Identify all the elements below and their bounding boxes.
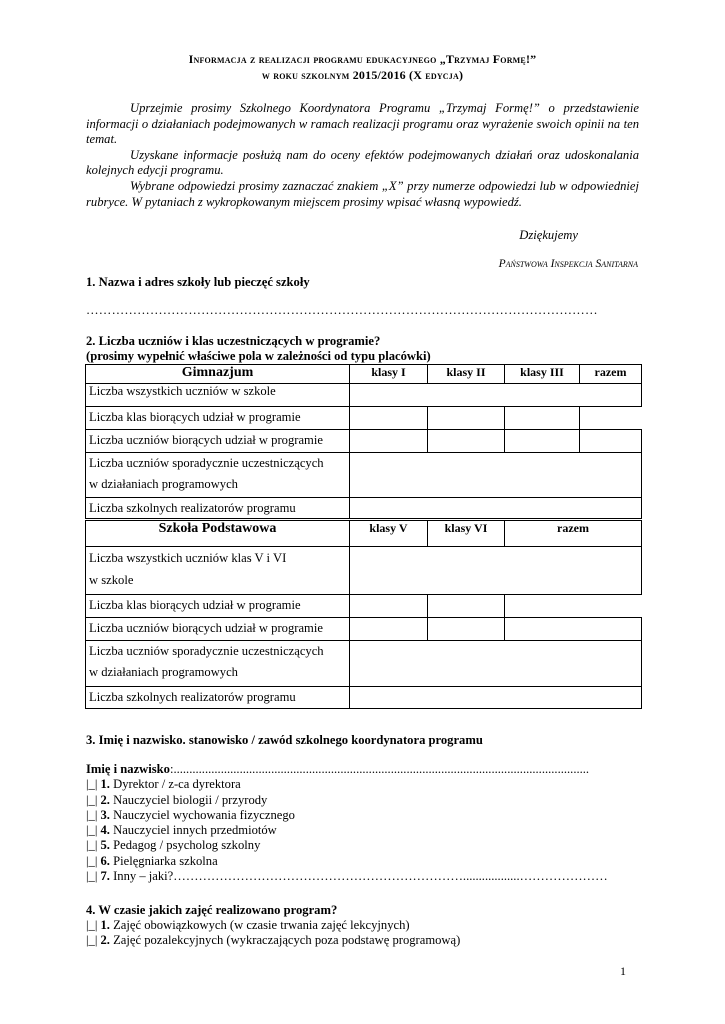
gimnazjum-table — [85, 364, 642, 519]
answer-cell[interactable] — [428, 430, 505, 453]
table-row — [86, 618, 642, 641]
checkbox[interactable]: |_| — [86, 933, 98, 948]
intro-text — [86, 101, 639, 210]
question-4-list — [86, 918, 460, 949]
answer-cell[interactable] — [350, 384, 642, 407]
row-label: Liczba klas biorących udział w programie — [86, 595, 350, 618]
option-5[interactable] — [86, 838, 608, 853]
answer-cell[interactable] — [350, 407, 428, 430]
answer-cell[interactable] — [350, 618, 428, 641]
row-label-line-2: w działaniach programowych — [89, 477, 238, 491]
answer-cell[interactable] — [350, 687, 642, 709]
checkbox[interactable]: |_| — [86, 823, 98, 838]
answer-cell[interactable] — [428, 595, 505, 618]
option-number: 7. — [100, 869, 110, 884]
checkbox[interactable]: |_| — [86, 918, 98, 932]
option-2[interactable] — [86, 793, 608, 808]
col-razem: razem — [580, 365, 642, 384]
checkbox[interactable]: |_| — [86, 807, 98, 822]
checkbox[interactable]: |_| — [86, 792, 98, 807]
option-1[interactable] — [86, 777, 608, 792]
sp-header-row — [86, 521, 642, 547]
option-text: Inny – jaki?……………………………………………………………..................………………… — [113, 869, 608, 884]
intro-paragraph-2: Uzyskane informacje posłużą nam do oceny efektów podejmowanych działań oraz udoskonalania kolejnych edycji programu. — [86, 147, 639, 178]
question-1-title: 1. Nazwa i adres szkoły lub pieczęć szkoły — [86, 275, 310, 289]
answer-cell[interactable] — [505, 618, 642, 641]
intro-paragraph-1: Uprzejmie prosimy Szkolnego Koordynatora Programu „Trzymaj Formę!” o przedstawienie informacji o działaniach podejmowanych w ramach realizacji programu oraz wyrażenie swoich opinii na ten temat. — [86, 101, 639, 147]
gimnazjum-section-title: Gimnazjum — [86, 365, 350, 384]
answer-cell[interactable] — [350, 595, 428, 618]
question-3-list — [86, 762, 608, 884]
row-label-line-2: w działaniach programowych — [89, 665, 238, 679]
option-text: Pedagog / psycholog szkolny — [113, 838, 261, 853]
col-razem: razem — [505, 521, 642, 547]
row-label: Liczba szkolnych realizatorów programu — [86, 498, 350, 519]
col-klasy-ii: klasy II — [428, 365, 505, 384]
col-klasy-iii: klasy III — [505, 365, 580, 384]
option-6[interactable] — [86, 854, 608, 869]
page-subtitle: w roku szkolnym 2015/2016 (X edycja) — [261, 68, 464, 82]
option-number: 2. — [100, 933, 110, 948]
answer-cell[interactable] — [505, 407, 580, 430]
empty-cell — [580, 407, 642, 430]
option-text: Nauczyciel innych przedmiotów — [113, 823, 277, 838]
option-text: Zajęć obowiązkowych (w czasie trwania zajęć lekcyjnych) — [113, 918, 410, 932]
sp-section-title: Szkoła Podstawowa — [86, 521, 350, 547]
option-7[interactable] — [86, 869, 608, 884]
gimnazjum-header-row — [86, 365, 642, 384]
name-label: Imię i nazwisko — [86, 762, 170, 776]
option-number: 3. — [100, 807, 110, 822]
empty-cell — [505, 595, 642, 618]
checkbox[interactable]: |_| — [86, 869, 98, 884]
table-row — [86, 430, 642, 453]
option-text: Dyrektor / z-ca dyrektora — [113, 777, 241, 792]
question-2-title: 2. Liczba uczniów i klas uczestniczących w programie? — [86, 334, 381, 348]
checkbox[interactable]: |_| — [86, 853, 98, 868]
option-2[interactable] — [86, 933, 460, 948]
answer-cell[interactable] — [350, 498, 642, 519]
option-number: 1. — [100, 777, 110, 792]
answer-cell[interactable] — [350, 453, 642, 498]
row-label: Liczba wszystkich uczniów w szkole — [86, 384, 350, 407]
row-label — [86, 547, 350, 595]
checkbox[interactable]: |_| — [86, 777, 98, 792]
answer-cell[interactable] — [350, 430, 428, 453]
table-row — [86, 453, 642, 498]
option-3[interactable] — [86, 808, 608, 823]
answer-cell[interactable] — [428, 618, 505, 641]
table-row — [86, 407, 642, 430]
option-text: Zajęć pozalekcyjnych (wykraczających poza podstawę programową) — [113, 933, 461, 948]
row-label-line-1: Liczba uczniów sporadycznie uczestniczących — [89, 456, 324, 470]
question-2-subtitle: (prosimy wypełnić właściwe pola w zależności od typu placówki) — [86, 349, 431, 363]
page-title: Informacja z realizacji programu edukacyjnego „Trzymaj Formę!” — [188, 52, 537, 66]
table-row — [86, 384, 642, 407]
option-number: 6. — [100, 853, 110, 868]
option-number: 5. — [100, 838, 110, 853]
option-number: 2. — [100, 792, 110, 807]
row-label: Liczba uczniów biorących udział w programie — [86, 430, 350, 453]
table-row — [86, 595, 642, 618]
row-label: Liczba uczniów biorących udział w programie — [86, 618, 350, 641]
row-label: Liczba szkolnych realizatorów programu — [86, 687, 350, 709]
table-row — [86, 498, 642, 519]
row-label: Liczba klas biorących udział w programie — [86, 407, 350, 430]
answer-cell[interactable] — [505, 430, 580, 453]
page-number: 1 — [620, 964, 626, 978]
row-label — [86, 641, 350, 687]
coordinator-name-field[interactable] — [86, 762, 608, 777]
option-text: Nauczyciel wychowania fizycznego — [113, 807, 295, 822]
row-label-line-2: w szkole — [89, 573, 134, 587]
option-text: Pielęgniarka szkolna — [113, 853, 218, 868]
option-4[interactable] — [86, 823, 608, 838]
szkola-podstawowa-table — [85, 520, 642, 709]
table-row — [86, 641, 642, 687]
answer-cell[interactable] — [350, 547, 642, 595]
answer-cell[interactable] — [580, 430, 642, 453]
name-dots: :.................................................................................................................................... — [169, 762, 590, 776]
checkbox[interactable]: |_| — [86, 838, 98, 853]
col-klasy-v: klasy V — [350, 521, 428, 547]
intro-paragraph-3: Wybrane odpowiedzi prosimy zaznaczać znakiem „X” przy numerze odpowiedzi lub w odpowiedniej rubryce. W pytaniach z wykropkowanym miejscem prosimy wpisać własną wypowiedź. — [86, 178, 639, 209]
row-label-line-1: Liczba uczniów sporadycznie uczestniczących — [89, 644, 324, 658]
row-label — [86, 453, 350, 498]
question-3-title: 3. Imię i nazwisko. stanowisko / zawód szkolnego koordynatora programu — [86, 733, 483, 747]
table-row — [86, 547, 642, 595]
school-name-field[interactable]: ………………………………………………………………………………………………………… — [86, 303, 598, 317]
option-1[interactable] — [86, 918, 460, 933]
option-text: Nauczyciel biologii / przyrody — [113, 792, 268, 807]
col-klasy-i: klasy I — [350, 365, 428, 384]
thanks-text: Dziękujemy — [519, 228, 578, 242]
answer-cell[interactable] — [350, 641, 642, 687]
option-number: 4. — [100, 823, 110, 838]
question-4-title: 4. W czasie jakich zajęć realizowano program? — [86, 903, 338, 917]
answer-cell[interactable] — [428, 407, 505, 430]
institution-signature: Państwowa Inspekcja Sanitarna — [498, 258, 638, 270]
option-number: 1. — [100, 918, 110, 932]
row-label-line-1: Liczba wszystkich uczniów klas V i VI — [89, 551, 287, 565]
col-klasy-vi: klasy VI — [428, 521, 505, 547]
table-row — [86, 687, 642, 709]
